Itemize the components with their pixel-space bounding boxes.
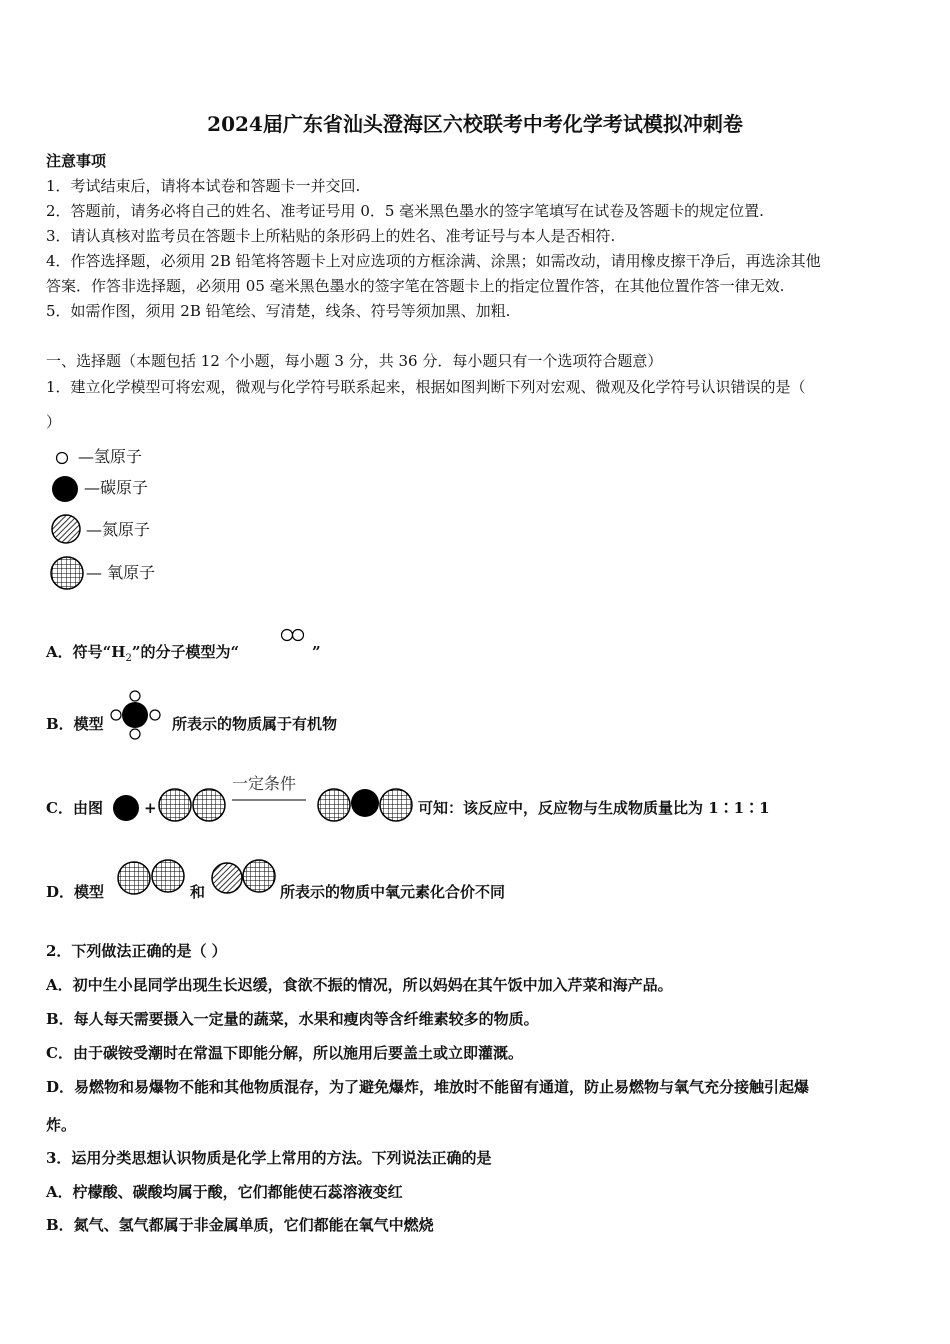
carbon-atom-icon bbox=[50, 475, 80, 505]
carbon-atom-icon bbox=[112, 794, 142, 824]
option-a-close-quote: ” bbox=[312, 643, 321, 661]
question-1-option-a bbox=[46, 642, 239, 669]
carbon-dioxide-molecule-icon bbox=[316, 786, 416, 824]
section-heading: 一、选择题（本题包括 12 个小题，每小题 3 分，共 36 分．每小题只有一个选项符合题意） bbox=[46, 352, 663, 370]
plus-sign: + bbox=[144, 799, 157, 817]
notice-heading: 注意事项 bbox=[46, 152, 107, 170]
page-title: 2024届广东省汕头澄海区六校联考中考化学考试模拟冲刺卷 bbox=[207, 112, 743, 136]
nitrogen-atom-icon bbox=[50, 514, 82, 546]
legend-label-carbon: —碳原子 bbox=[84, 478, 149, 497]
question-3-option-b: B．氮气、氢气都属于非金属单质，它们都能在氧气中燃烧 bbox=[46, 1216, 434, 1234]
option-d-text: 所表示的物质中氧元素化合价不同 bbox=[280, 883, 506, 901]
option-d-and: 和 bbox=[190, 883, 206, 901]
question-3-option-a: A．柠檬酸、碳酸均属于酸，它们都能使石蕊溶液变红 bbox=[46, 1183, 403, 1201]
notice-item: 3．请认真核对监考员在答题卡上所粘贴的条形码上的姓名、准考证号与本人是否相符. bbox=[46, 227, 616, 245]
option-a-text: A．符号“H bbox=[46, 643, 126, 661]
question-2-option-c: C．由于碳铵受潮时在常温下即能分解，所以施用后要盖土或立即灌溉。 bbox=[46, 1044, 523, 1062]
notice-item: 5．如需作图，须用 2B 铅笔绘、写清楚，线条、符号等须加黑、加粗. bbox=[46, 302, 511, 320]
reaction-arrow bbox=[230, 796, 310, 804]
question-1-option-d: D．模型 bbox=[46, 883, 105, 901]
question-3-stem: 3．运用分类思想认识物质是化学上常用的方法。下列说法正确的是 bbox=[46, 1149, 492, 1167]
notice-item: 2．答题前，请务必将自己的姓名、准考证号用 0．5 毫米黑色墨水的签字笔填写在试卷及答题卡的规定位置. bbox=[46, 202, 764, 220]
oxygen-molecule-icon bbox=[157, 786, 229, 824]
question-2-option-a: A．初中生小昆同学出现生长迟缓，食欲不振的情况，所以妈妈在其午饭中加入芹菜和海产品。 bbox=[46, 976, 673, 994]
option-a-text-mid: ”的分子模型为“ bbox=[131, 643, 240, 661]
notice-item: 答案．作答非选择题，必须用 05 毫米黑色墨水的签字笔在答题卡上的指定位置作答，在其他位置作答一律无效. bbox=[46, 277, 785, 295]
question-2-option-b: B．每人每天需要摄入一定量的蔬菜，水果和瘦肉等含纤维素较多的物质。 bbox=[46, 1010, 539, 1028]
legend-label-oxygen: — 氧原子 bbox=[86, 563, 156, 582]
subscript-2: 2 bbox=[125, 653, 132, 664]
question-2-option-d-cont: 炸。 bbox=[46, 1116, 77, 1134]
legend-label-nitrogen: —氮原子 bbox=[86, 520, 151, 539]
question-1-option-c: C．由图 bbox=[46, 799, 103, 817]
question-1-option-b: B．模型 bbox=[46, 715, 104, 733]
h2-molecule-icon bbox=[280, 628, 306, 642]
option-c-text: 可知：该反应中，反应物与生成物质量比为 1∶1∶1 bbox=[418, 799, 770, 817]
oxygen-atom-icon bbox=[48, 555, 86, 593]
methane-molecule-icon bbox=[110, 690, 166, 740]
question-2-stem: 2．下列做法正确的是（ ） bbox=[46, 942, 227, 960]
option-b-text: 所表示的物质属于有机物 bbox=[172, 715, 338, 733]
legend-label-hydrogen: —氢原子 bbox=[78, 447, 143, 466]
hydrogen-atom-icon bbox=[52, 448, 72, 468]
nitrogen-oxide-molecule-icon bbox=[210, 858, 278, 896]
notice-item: 4．作答选择题，必须用 2B 铅笔将答题卡上对应选项的方框涂满、涂黑；如需改动，请用橡皮擦干净后，再选涂其他 bbox=[46, 252, 821, 270]
oxygen-molecule-icon bbox=[116, 858, 188, 896]
question-1-stem: 1．建立化学模型可将宏观，微观与化学符号联系起来，根据如图判断下列对宏观、微观及化学符号认识错误的是（ bbox=[46, 378, 806, 396]
question-2-option-d: D．易燃物和易爆物不能和其他物质混存，为了避免爆炸，堆放时不能留有通道，防止易燃物与氧气充分接触引起爆 bbox=[46, 1078, 810, 1096]
question-1-stem-end: ） bbox=[46, 413, 62, 431]
notice-item: 1．考试结束后，请将本试卷和答题卡一并交回. bbox=[46, 177, 361, 195]
reaction-condition: 一定条件 bbox=[232, 774, 297, 793]
